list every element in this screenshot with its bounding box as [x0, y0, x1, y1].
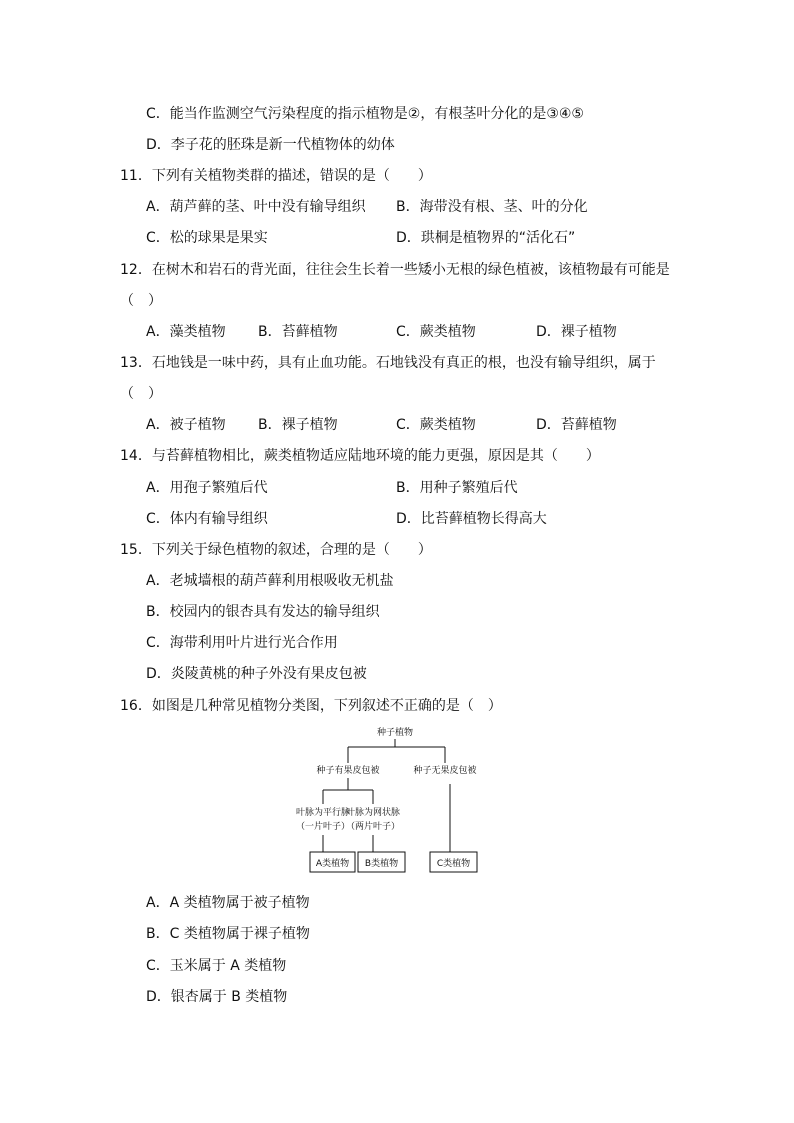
q15-option-d: D．炎陵黄桃的种子外没有果皮包被 — [146, 666, 367, 682]
q13-option-b: B．裸子植物 — [258, 417, 338, 433]
q15-option-b: B．校园内的银杏具有发达的输导组织 — [146, 604, 380, 620]
q16-option-a: A．A 类植物属于被子植物 — [146, 895, 310, 911]
q11-option-d: D．珙桐是植物界的“活化石” — [396, 230, 576, 246]
q12-option-a: A．藻类植物 — [146, 324, 226, 340]
q15-option-a: A．老城墙根的葫芦藓利用根吸收无机盐 — [146, 573, 394, 589]
diagram-box-b-label: B类植物 — [364, 859, 399, 869]
q11-option-a: A．葫芦藓的茎、叶中没有输导组织 — [146, 199, 366, 215]
q15-option-c: C．海带利用叶片进行光合作用 — [146, 635, 338, 651]
q14-stem: 14．与苔藓植物相比，蕨类植物适应陆地环境的能力更强，原因是其（ ） — [120, 448, 600, 464]
q12-paren: （ ） — [120, 293, 162, 309]
diagram-leaf-a-line1: 叶脉为平行脉 — [295, 808, 351, 818]
q13-option-c: C．蕨类植物 — [396, 417, 476, 433]
q11-option-c: C．松的球果是果实 — [146, 230, 268, 246]
q16-option-b: B．C 类植物属于裸子植物 — [146, 926, 310, 942]
diagram-right-branch-label: 种子无果皮包被 — [413, 766, 477, 776]
q12-option-b: B．苔藓植物 — [258, 324, 338, 340]
q13-stem: 13．石地钱是一味中药，具有止血功能。石地钱没有真正的根，也没有输导组织，属于 — [120, 355, 656, 371]
q11-stem: 11．下列有关植物类群的描述，错误的是（ ） — [120, 168, 432, 184]
diagram-box-a-label: A类植物 — [315, 859, 350, 869]
diagram-box-c-label: C类植物 — [436, 859, 471, 869]
q16-option-c: C．玉米属于 A 类植物 — [146, 958, 287, 974]
q12-option-d: D．裸子植物 — [536, 324, 617, 340]
diagram-leaf-b-line2: （两片叶子） — [345, 822, 401, 832]
q11-option-b: B．海带没有根、茎、叶的分化 — [396, 199, 588, 215]
diagram-leaf-a-line2: （一片叶子） — [295, 822, 351, 832]
q13-paren: （ ） — [120, 386, 162, 402]
q12-option-c: C．蕨类植物 — [396, 324, 476, 340]
plant-classification-diagram — [290, 722, 500, 874]
q13-option-a: A．被子植物 — [146, 417, 226, 433]
diagram-root-label: 种子植物 — [376, 728, 414, 738]
q14-option-c: C．体内有输导组织 — [146, 511, 268, 527]
diagram-leaf-b-line1: 叶脉为网状脉 — [345, 808, 401, 818]
q13-option-d: D．苔藓植物 — [536, 417, 617, 433]
q12-stem: 12．在树木和岩石的背光面，往往会生长着一些矮小无根的绿色植被，该植物最有可能是 — [120, 262, 670, 278]
q14-option-a: A．用孢子繁殖后代 — [146, 480, 268, 496]
q14-option-d: D．比苔藓植物长得高大 — [396, 511, 547, 527]
q16-stem: 16．如图是几种常见植物分类图，下列叙述不正确的是（ ） — [120, 698, 502, 714]
q16-option-d: D．银杏属于 B 类植物 — [146, 989, 288, 1005]
q10-option-c: C．能当作监测空气污染程度的指示植物是②，有根茎叶分化的是③④⑤ — [146, 106, 584, 122]
q15-stem: 15．下列关于绿色植物的叙述，合理的是（ ） — [120, 542, 432, 558]
q14-option-b: B．用种子繁殖后代 — [396, 480, 518, 496]
diagram-left-branch-label: 种子有果皮包被 — [316, 766, 380, 776]
q10-option-d: D．李子花的胚珠是新一代植物体的幼体 — [146, 137, 395, 153]
